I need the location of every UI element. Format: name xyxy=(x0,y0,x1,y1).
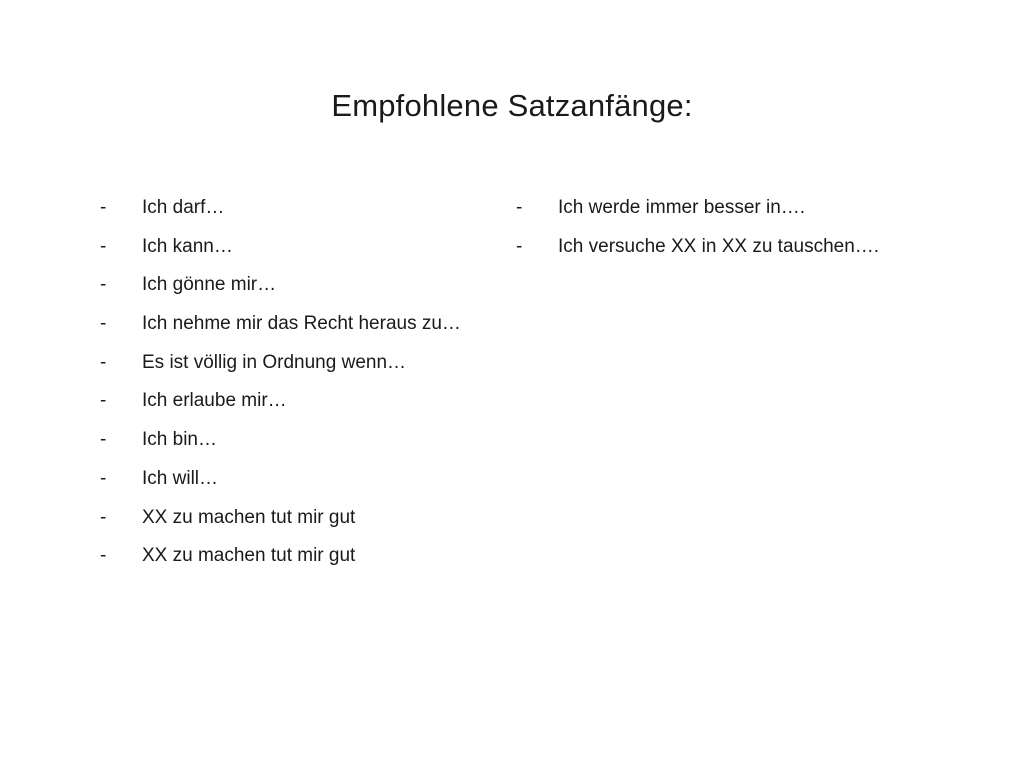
list-item-text: Ich nehme mir das Recht heraus zu… xyxy=(142,313,461,335)
list-item xyxy=(100,466,461,505)
list-item-text: Ich will… xyxy=(142,467,219,489)
list-item xyxy=(100,427,461,466)
list-item xyxy=(100,505,461,544)
bullet-dash: - xyxy=(100,506,107,528)
list-item xyxy=(100,388,461,427)
list-item-text: Ich werde immer besser in…. xyxy=(558,197,806,218)
bullet-dash: - xyxy=(100,545,107,567)
bullet-dash: - xyxy=(100,467,107,489)
bullet-dash: - xyxy=(100,197,107,218)
list-item-text: Ich gönne mir… xyxy=(142,274,277,296)
list-item xyxy=(516,195,879,234)
left-bullet-list xyxy=(100,195,461,582)
list-item xyxy=(100,350,461,389)
list-item xyxy=(100,311,461,350)
list-item-text: XX zu machen tut mir gut xyxy=(142,506,356,528)
bullet-dash: - xyxy=(100,235,107,257)
bullet-dash: - xyxy=(516,197,523,218)
bullet-dash: - xyxy=(516,235,523,257)
bullet-dash: - xyxy=(100,313,107,335)
right-bullet-list xyxy=(516,195,879,272)
list-item-text: Es ist völlig in Ordnung wenn… xyxy=(142,351,407,373)
list-item-text: Ich darf… xyxy=(142,197,225,218)
list-item xyxy=(100,272,461,311)
list-item xyxy=(516,234,879,273)
list-item-text: XX zu machen tut mir gut xyxy=(142,545,356,567)
list-item-text: Ich erlaube mir… xyxy=(142,390,287,412)
bullet-dash: - xyxy=(100,429,107,451)
list-item xyxy=(100,234,461,273)
bullet-dash: - xyxy=(100,351,107,373)
list-item xyxy=(100,543,461,582)
list-item-text: Ich bin… xyxy=(142,429,217,451)
list-item-text: Ich kann… xyxy=(142,235,233,257)
list-item-text: Ich versuche XX in XX zu tauschen…. xyxy=(558,235,880,257)
bullet-dash: - xyxy=(100,274,107,296)
slide-title: Empfohlene Satzanfänge: xyxy=(331,88,693,123)
bullet-dash: - xyxy=(100,390,107,412)
list-item xyxy=(100,195,461,234)
